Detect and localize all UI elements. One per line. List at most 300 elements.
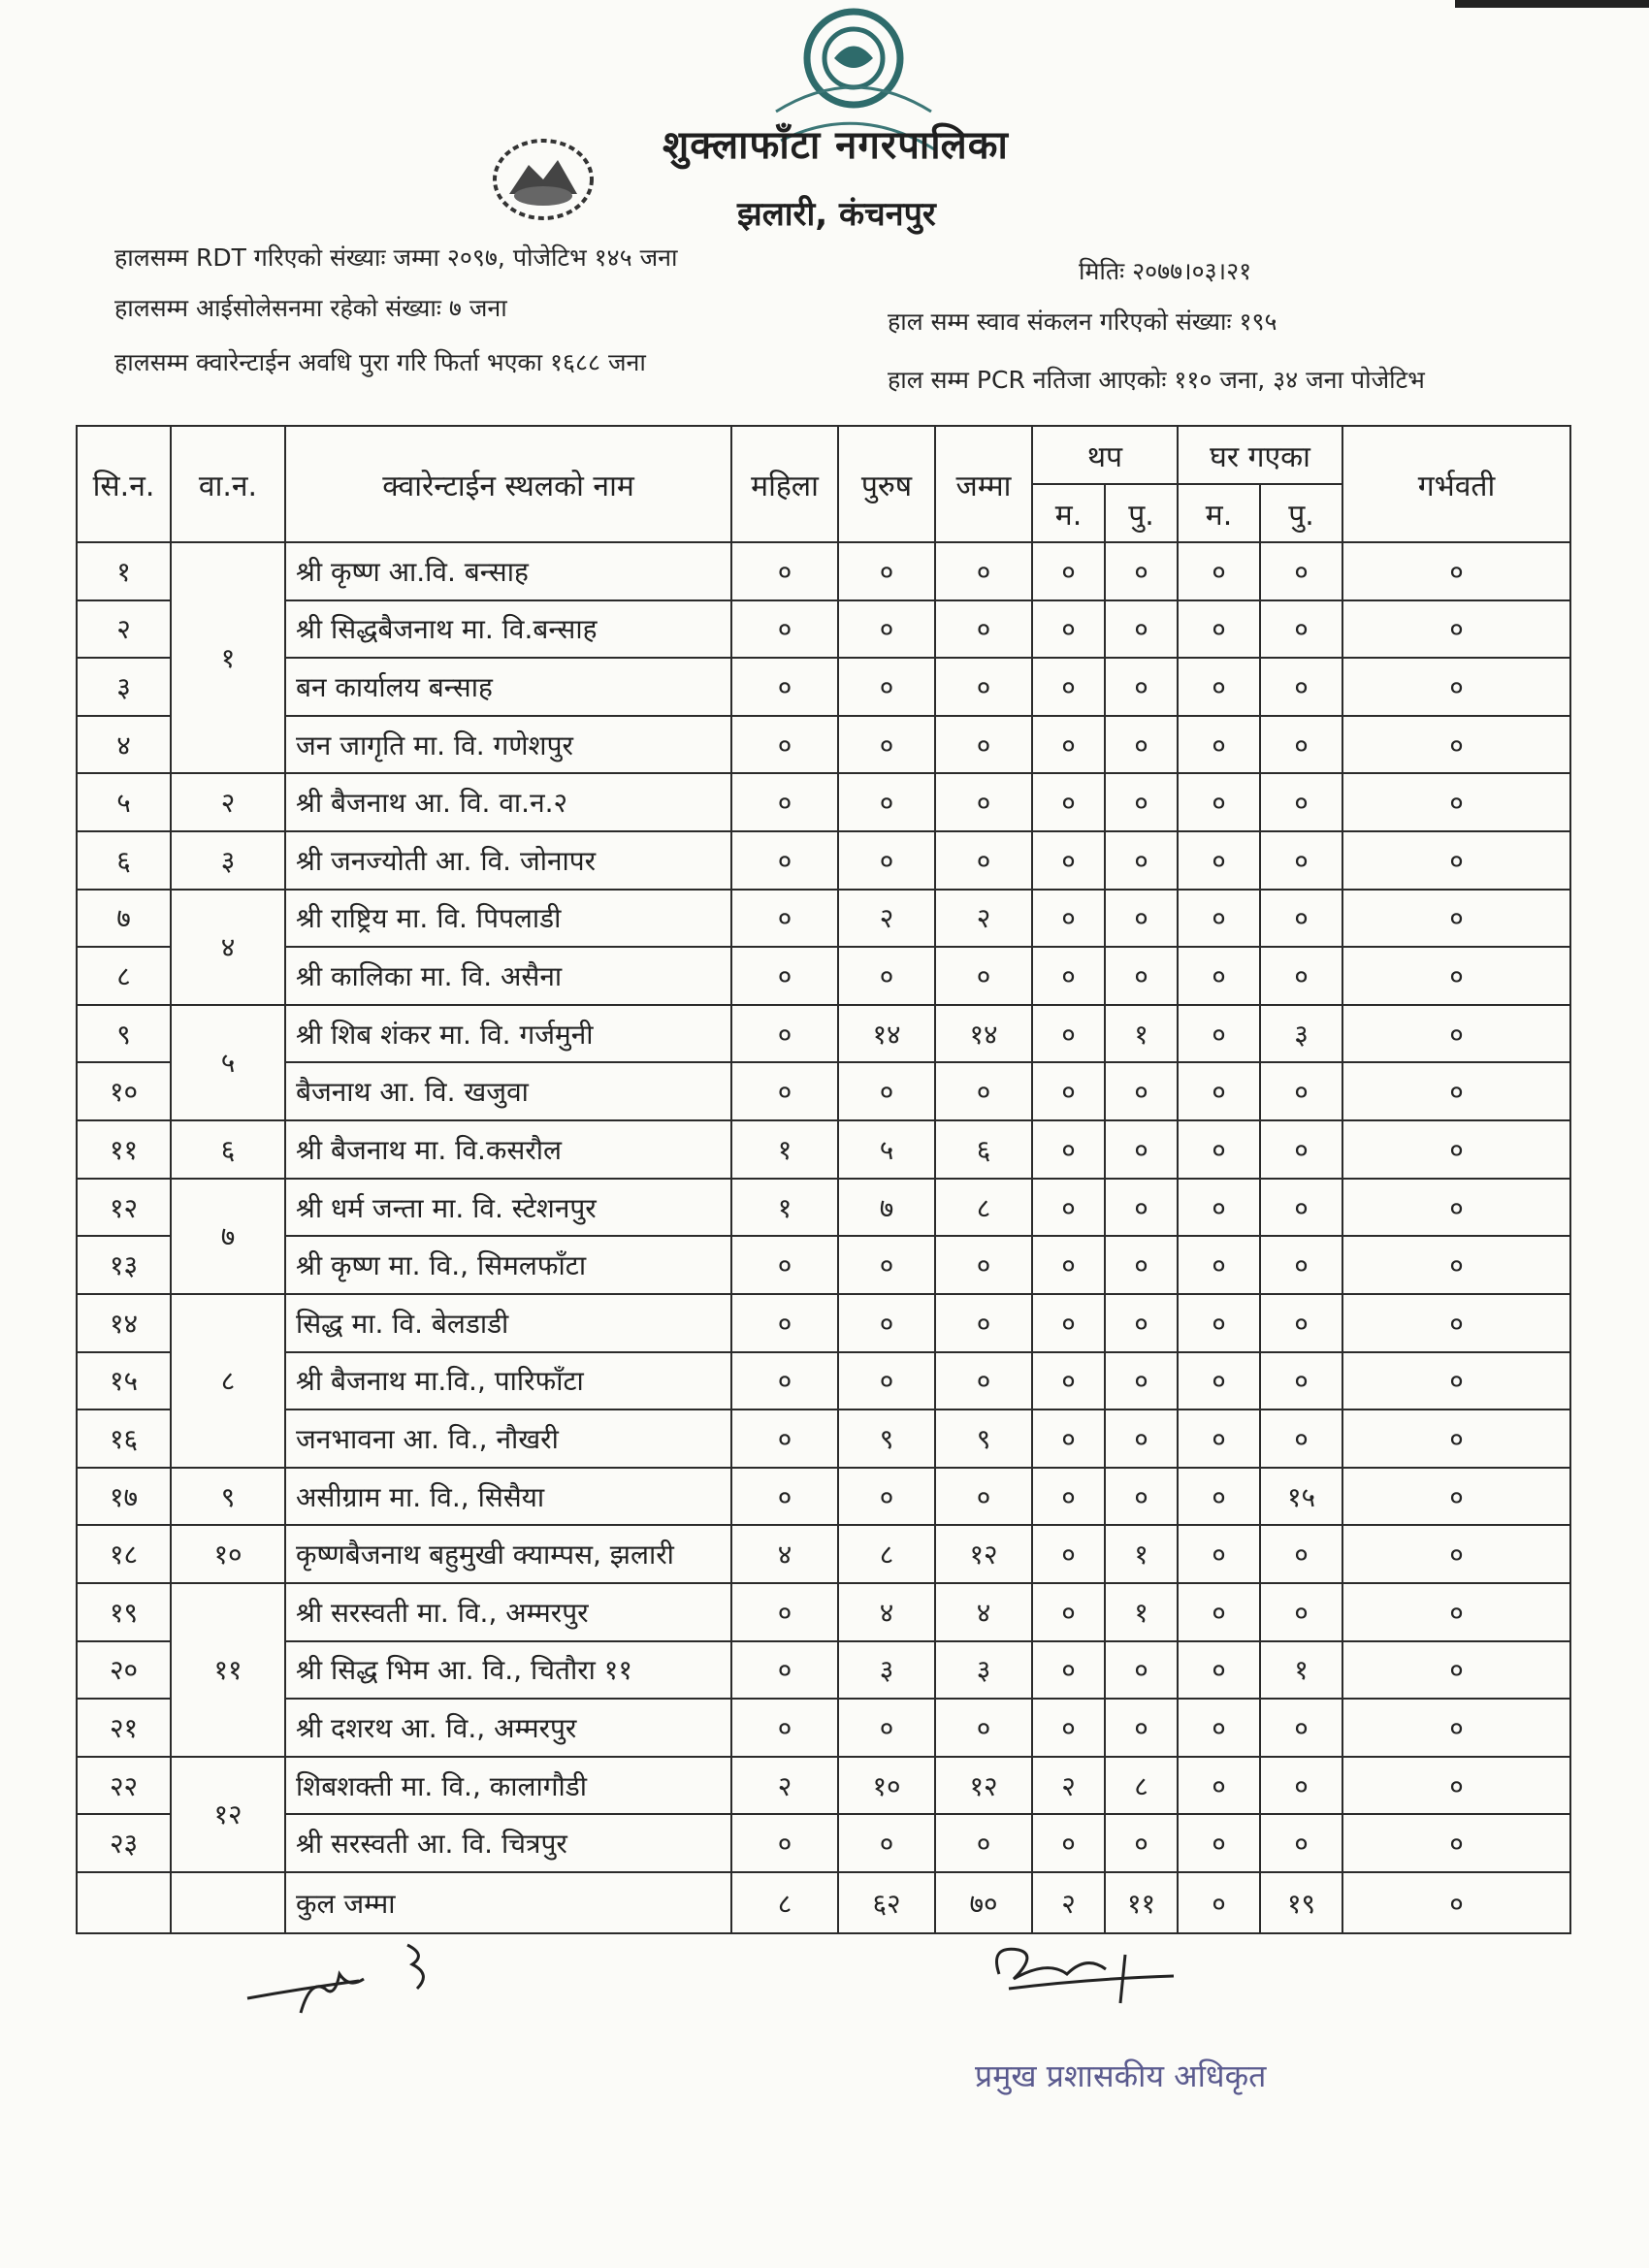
signature-right <box>980 1935 1183 2013</box>
sn-cell: ११ <box>77 1120 171 1179</box>
header-home-m: पु. <box>1260 484 1342 542</box>
total-male-cell: ६२ <box>838 1872 935 1933</box>
total-cell: ० <box>935 1236 1032 1294</box>
site-name-cell: श्री सिद्ध भिम आ. वि., चितौरा ११ <box>285 1641 731 1700</box>
total-cell: ० <box>935 1814 1032 1872</box>
home-m-cell: ० <box>1260 1294 1342 1352</box>
total-cell: ० <box>935 831 1032 890</box>
sn-cell: ३ <box>77 658 171 716</box>
added-f-cell: २ <box>1032 1757 1105 1815</box>
female-cell: ० <box>731 1468 838 1526</box>
added-m-cell: ० <box>1105 1062 1178 1120</box>
added-m-cell: ० <box>1105 1352 1178 1410</box>
female-cell: १ <box>731 1179 838 1237</box>
female-cell: ० <box>731 658 838 716</box>
home-f-cell: ० <box>1178 1699 1260 1757</box>
total-cell: ० <box>935 947 1032 1005</box>
added-f-cell: ० <box>1032 1062 1105 1120</box>
total-cell: ० <box>935 658 1032 716</box>
ward-cell: ३ <box>171 831 285 890</box>
signature-left <box>242 1930 456 2018</box>
site-name-cell: कृष्णबैजनाथ बहुमुखी क्याम्पस, झलारी <box>285 1525 731 1583</box>
pregnant-cell: ० <box>1342 1699 1570 1757</box>
home-f-cell: ० <box>1178 1179 1260 1237</box>
added-m-cell: ० <box>1105 658 1178 716</box>
sn-cell: १२ <box>77 1179 171 1237</box>
table-row <box>77 890 1570 948</box>
male-cell: ० <box>838 1236 935 1294</box>
added-f-cell: ० <box>1032 1525 1105 1583</box>
ward-cell: ८ <box>171 1294 285 1468</box>
site-name-cell: श्री कृष्ण मा. वि., सिमलफाँटा <box>285 1236 731 1294</box>
home-m-cell: १ <box>1260 1641 1342 1700</box>
pregnant-cell: ० <box>1342 1409 1570 1468</box>
sn-cell: २३ <box>77 1814 171 1872</box>
added-f-cell: ० <box>1032 1409 1105 1468</box>
added-m-cell: ० <box>1105 1294 1178 1352</box>
table-body <box>77 542 1570 1933</box>
sn-cell: ५ <box>77 773 171 831</box>
male-cell: ० <box>838 1699 935 1757</box>
male-cell: ० <box>838 773 935 831</box>
home-f-cell: ० <box>1178 1062 1260 1120</box>
home-f-cell: ० <box>1178 1005 1260 1063</box>
home-m-cell: ० <box>1260 716 1342 774</box>
sn-cell: ६ <box>77 831 171 890</box>
pregnant-cell: ० <box>1342 1062 1570 1120</box>
pcr-info: हाल सम्म PCR नतिजा आएकोः ११० जना, ३४ जना पोजेटिभ <box>888 366 1425 394</box>
added-m-cell: ० <box>1105 716 1178 774</box>
total-added-f-cell: २ <box>1032 1872 1105 1933</box>
pregnant-cell: ० <box>1342 1814 1570 1872</box>
municipality-title: शुक्लाफाँटा नगरपालिका <box>663 123 1009 168</box>
header-sn: सि.न. <box>77 426 171 542</box>
site-name-cell: असीग्राम मा. वि., सिसैया <box>285 1468 731 1526</box>
municipality-address: झलारी, कंचनपुर <box>737 195 936 234</box>
home-m-cell: ० <box>1260 1062 1342 1120</box>
home-f-cell: ० <box>1178 1757 1260 1815</box>
home-f-cell: ० <box>1178 716 1260 774</box>
home-m-cell: ० <box>1260 600 1342 659</box>
total-cell: १२ <box>935 1757 1032 1815</box>
added-m-cell: ० <box>1105 1814 1178 1872</box>
sn-cell: १३ <box>77 1236 171 1294</box>
male-cell: ० <box>838 1062 935 1120</box>
male-cell: ० <box>838 1294 935 1352</box>
male-cell: ० <box>838 947 935 1005</box>
total-cell: ६ <box>935 1120 1032 1179</box>
sn-cell: १० <box>77 1062 171 1120</box>
added-m-cell: ० <box>1105 1468 1178 1526</box>
table-row <box>77 773 1570 831</box>
added-m-cell: ० <box>1105 1236 1178 1294</box>
home-f-cell: ० <box>1178 1468 1260 1526</box>
site-name-cell: श्री बैजनाथ आ. वि. वा.न.२ <box>285 773 731 831</box>
site-name-cell: श्री दशरथ आ. वि., अम्मरपुर <box>285 1699 731 1757</box>
female-cell: ० <box>731 1294 838 1352</box>
home-m-cell: ० <box>1260 831 1342 890</box>
table-row <box>77 1005 1570 1063</box>
total-empty-sn <box>77 1872 171 1933</box>
home-m-cell: ० <box>1260 1583 1342 1641</box>
ward-cell: ९ <box>171 1468 285 1526</box>
ward-cell: ५ <box>171 1005 285 1120</box>
male-cell: ९ <box>838 1409 935 1468</box>
date-info: मितिः २०७७।०३।२१ <box>1079 257 1252 285</box>
sn-cell: १६ <box>77 1409 171 1468</box>
home-m-cell: ० <box>1260 1179 1342 1237</box>
table-row <box>77 716 1570 774</box>
added-m-cell: ० <box>1105 890 1178 948</box>
total-total-cell: ७० <box>935 1872 1032 1933</box>
ward-cell: १० <box>171 1525 285 1583</box>
header-total: जम्मा <box>935 426 1032 542</box>
added-m-cell: ० <box>1105 1120 1178 1179</box>
ward-cell: ११ <box>171 1583 285 1757</box>
home-m-cell: ० <box>1260 1409 1342 1468</box>
site-name-cell: शिबशक्ती मा. वि., कालागौडी <box>285 1757 731 1815</box>
total-empty-ward <box>171 1872 285 1933</box>
total-female-cell: ८ <box>731 1872 838 1933</box>
pregnant-cell: ० <box>1342 1757 1570 1815</box>
home-m-cell: ० <box>1260 947 1342 1005</box>
table-row <box>77 831 1570 890</box>
added-f-cell: ० <box>1032 1120 1105 1179</box>
added-f-cell: ० <box>1032 658 1105 716</box>
ward-cell: ७ <box>171 1179 285 1294</box>
site-name-cell: श्री कालिका मा. वि. असैना <box>285 947 731 1005</box>
added-m-cell: ० <box>1105 773 1178 831</box>
home-f-cell: ० <box>1178 831 1260 890</box>
male-cell: ७ <box>838 1179 935 1237</box>
sn-cell: २ <box>77 600 171 659</box>
pregnant-cell: ० <box>1342 1236 1570 1294</box>
pregnant-cell: ० <box>1342 1352 1570 1410</box>
site-name-cell: श्री सरस्वती मा. वि., अम्मरपुर <box>285 1583 731 1641</box>
total-home-f-cell: ० <box>1178 1872 1260 1933</box>
added-m-cell: १ <box>1105 1005 1178 1063</box>
male-cell: ० <box>838 658 935 716</box>
female-cell: ० <box>731 600 838 659</box>
total-cell: ० <box>935 1468 1032 1526</box>
total-cell: ४ <box>935 1583 1032 1641</box>
pregnant-cell: ० <box>1342 1525 1570 1583</box>
total-cell: १२ <box>935 1525 1032 1583</box>
male-cell: ० <box>838 542 935 600</box>
female-cell: ० <box>731 1814 838 1872</box>
swab-info: हाल सम्म स्वाव संकलन गरिएको संख्याः १९५ <box>888 308 1277 336</box>
total-cell: ० <box>935 1699 1032 1757</box>
table-row <box>77 1757 1570 1815</box>
total-cell: २ <box>935 890 1032 948</box>
added-m-cell: ० <box>1105 600 1178 659</box>
site-name-cell: बन कार्यालय बन्साह <box>285 658 731 716</box>
female-cell: ० <box>731 1005 838 1063</box>
pregnant-cell: ० <box>1342 831 1570 890</box>
table-row <box>77 600 1570 659</box>
sn-cell: ९ <box>77 1005 171 1063</box>
added-m-cell: १ <box>1105 1525 1178 1583</box>
table-row <box>77 1120 1570 1179</box>
table-row <box>77 1062 1570 1120</box>
header-added-m: पु. <box>1105 484 1178 542</box>
female-cell: ० <box>731 542 838 600</box>
table-row <box>77 1699 1570 1757</box>
total-cell: ३ <box>935 1641 1032 1700</box>
female-cell: ० <box>731 1409 838 1468</box>
table-row <box>77 1583 1570 1641</box>
table-row <box>77 1236 1570 1294</box>
table-row <box>77 1525 1570 1583</box>
home-f-cell: ० <box>1178 1814 1260 1872</box>
pregnant-cell: ० <box>1342 542 1570 600</box>
site-name-cell: श्री जनज्योती आ. वि. जोनापर <box>285 831 731 890</box>
added-m-cell: १ <box>1105 1583 1178 1641</box>
male-cell: २ <box>838 890 935 948</box>
total-cell: ८ <box>935 1179 1032 1237</box>
female-cell: ० <box>731 947 838 1005</box>
header-home-f: म. <box>1178 484 1260 542</box>
added-f-cell: ० <box>1032 1583 1105 1641</box>
site-name-cell: जन जागृति मा. वि. गणेशपुर <box>285 716 731 774</box>
home-f-cell: ० <box>1178 542 1260 600</box>
added-m-cell: ० <box>1105 831 1178 890</box>
female-cell: ० <box>731 1352 838 1410</box>
home-f-cell: ० <box>1178 1294 1260 1352</box>
site-name-cell: श्री राष्ट्रिय मा. वि. पिपलाडी <box>285 890 731 948</box>
home-m-cell: ० <box>1260 1352 1342 1410</box>
home-f-cell: ० <box>1178 947 1260 1005</box>
male-cell: ४ <box>838 1583 935 1641</box>
male-cell: ३ <box>838 1641 935 1700</box>
home-m-cell: ३ <box>1260 1005 1342 1063</box>
total-cell: ० <box>935 600 1032 659</box>
added-f-cell: ० <box>1032 1641 1105 1700</box>
total-cell: ० <box>935 1062 1032 1120</box>
sn-cell: ४ <box>77 716 171 774</box>
header-went-home: घर गएका <box>1178 426 1342 484</box>
total-cell: ० <box>935 716 1032 774</box>
added-m-cell: ० <box>1105 1641 1178 1700</box>
added-m-cell: ८ <box>1105 1757 1178 1815</box>
sn-cell: २१ <box>77 1699 171 1757</box>
added-f-cell: ० <box>1032 1814 1105 1872</box>
quarantine-table <box>76 425 1571 1934</box>
female-cell: ० <box>731 773 838 831</box>
added-f-cell: ० <box>1032 1699 1105 1757</box>
ward-cell: १२ <box>171 1757 285 1872</box>
female-cell: ४ <box>731 1525 838 1583</box>
pregnant-cell: ० <box>1342 1583 1570 1641</box>
pregnant-cell: ० <box>1342 773 1570 831</box>
ward-cell: ६ <box>171 1120 285 1179</box>
male-cell: ० <box>838 716 935 774</box>
added-f-cell: ० <box>1032 1236 1105 1294</box>
home-m-cell: ० <box>1260 1814 1342 1872</box>
added-m-cell: ० <box>1105 1699 1178 1757</box>
home-f-cell: ० <box>1178 1236 1260 1294</box>
home-f-cell: ० <box>1178 1409 1260 1468</box>
home-m-cell: ० <box>1260 773 1342 831</box>
home-f-cell: ० <box>1178 1120 1260 1179</box>
isolation-info: हालसम्म आईसोलेसनमा रहेको संख्याः ७ जना <box>114 294 507 322</box>
pregnant-cell: ० <box>1342 658 1570 716</box>
female-cell: १ <box>731 1120 838 1179</box>
pregnant-cell: ० <box>1342 600 1570 659</box>
home-f-cell: ० <box>1178 1525 1260 1583</box>
pregnant-cell: ० <box>1342 890 1570 948</box>
total-cell: ० <box>935 1294 1032 1352</box>
site-name-cell: श्री बैजनाथ मा. वि.कसरौल <box>285 1120 731 1179</box>
header-name: क्वारेन्टाईन स्थलको नाम <box>285 426 731 542</box>
table-row <box>77 1352 1570 1410</box>
added-f-cell: ० <box>1032 1005 1105 1063</box>
sn-cell: १४ <box>77 1294 171 1352</box>
total-cell: १४ <box>935 1005 1032 1063</box>
pregnant-cell: ० <box>1342 1005 1570 1063</box>
header-male: पुरुष <box>838 426 935 542</box>
header-added-f: म. <box>1032 484 1105 542</box>
added-f-cell: ० <box>1032 542 1105 600</box>
pregnant-cell: ० <box>1342 716 1570 774</box>
female-cell: ० <box>731 1699 838 1757</box>
header-female: महिला <box>731 426 838 542</box>
home-m-cell: ० <box>1260 1525 1342 1583</box>
male-cell: ० <box>838 1468 935 1526</box>
female-cell: ० <box>731 1236 838 1294</box>
added-m-cell: ० <box>1105 1179 1178 1237</box>
added-f-cell: ० <box>1032 1352 1105 1410</box>
site-name-cell: श्री शिब शंकर मा. वि. गर्जमुनी <box>285 1005 731 1063</box>
total-cell: ० <box>935 773 1032 831</box>
home-m-cell: ० <box>1260 658 1342 716</box>
pregnant-cell: ० <box>1342 947 1570 1005</box>
home-m-cell: ० <box>1260 890 1342 948</box>
home-f-cell: ० <box>1178 600 1260 659</box>
added-f-cell: ० <box>1032 1179 1105 1237</box>
ward-cell: १ <box>171 542 285 773</box>
sn-cell: ८ <box>77 947 171 1005</box>
female-cell: ० <box>731 716 838 774</box>
site-name-cell: श्री सरस्वती आ. वि. चित्रपुर <box>285 1814 731 1872</box>
site-name-cell: श्री धर्म जन्ता मा. वि. स्टेशनपुर <box>285 1179 731 1237</box>
header-pregnant: गर्भवती <box>1342 426 1570 542</box>
added-f-cell: ० <box>1032 716 1105 774</box>
home-f-cell: ० <box>1178 773 1260 831</box>
sn-cell: १८ <box>77 1525 171 1583</box>
sn-cell: २२ <box>77 1757 171 1815</box>
pregnant-cell: ० <box>1342 1120 1570 1179</box>
male-cell: १० <box>838 1757 935 1815</box>
added-m-cell: ० <box>1105 947 1178 1005</box>
sn-cell: १९ <box>77 1583 171 1641</box>
male-cell: ८ <box>838 1525 935 1583</box>
quarantine-info: हालसम्म क्वारेन्टाईन अवधि पुरा गरि फिर्ता भएका १६८८ जना <box>114 348 646 376</box>
site-name-cell: श्री सिद्धबैजनाथ मा. वि.बन्साह <box>285 600 731 659</box>
female-cell: ० <box>731 1583 838 1641</box>
female-cell: ० <box>731 831 838 890</box>
added-f-cell: ० <box>1032 890 1105 948</box>
ward-cell: २ <box>171 773 285 831</box>
home-m-cell: ० <box>1260 542 1342 600</box>
home-f-cell: ० <box>1178 890 1260 948</box>
table-row <box>77 1179 1570 1237</box>
home-f-cell: ० <box>1178 1641 1260 1700</box>
total-home-m-cell: १९ <box>1260 1872 1342 1933</box>
home-f-cell: ० <box>1178 658 1260 716</box>
added-f-cell: ० <box>1032 600 1105 659</box>
header-ward: वा.न. <box>171 426 285 542</box>
total-row <box>77 1872 1570 1933</box>
male-cell: १४ <box>838 1005 935 1063</box>
table-row <box>77 1409 1570 1468</box>
table-row <box>77 1294 1570 1352</box>
sn-cell: १७ <box>77 1468 171 1526</box>
male-cell: ५ <box>838 1120 935 1179</box>
table-row <box>77 947 1570 1005</box>
total-cell: ० <box>935 542 1032 600</box>
pregnant-cell: ० <box>1342 1294 1570 1352</box>
male-cell: ० <box>838 600 935 659</box>
male-cell: ० <box>838 1814 935 1872</box>
site-name-cell: बैजनाथ आ. वि. खजुवा <box>285 1062 731 1120</box>
site-name-cell: श्री बैजनाथ मा.वि., पारिफाँटा <box>285 1352 731 1410</box>
total-pregnant-cell: ० <box>1342 1872 1570 1933</box>
added-m-cell: ० <box>1105 1409 1178 1468</box>
female-cell: ० <box>731 1641 838 1700</box>
added-f-cell: ० <box>1032 831 1105 890</box>
scan-edge-line <box>1455 0 1649 8</box>
sn-cell: १५ <box>77 1352 171 1410</box>
home-m-cell: १५ <box>1260 1468 1342 1526</box>
total-added-m-cell: ११ <box>1105 1872 1178 1933</box>
table-row <box>77 658 1570 716</box>
added-f-cell: ० <box>1032 1468 1105 1526</box>
site-name-cell: श्री कृष्ण आ.वि. बन्साह <box>285 542 731 600</box>
home-f-cell: ० <box>1178 1583 1260 1641</box>
pregnant-cell: ० <box>1342 1468 1570 1526</box>
home-m-cell: ० <box>1260 1757 1342 1815</box>
male-cell: ० <box>838 1352 935 1410</box>
added-f-cell: ० <box>1032 947 1105 1005</box>
added-f-cell: ० <box>1032 773 1105 831</box>
added-m-cell: ० <box>1105 542 1178 600</box>
home-m-cell: ० <box>1260 1699 1342 1757</box>
sn-cell: १ <box>77 542 171 600</box>
rdt-info: हालसम्म RDT गरिएको संख्याः जम्मा २०९७, पोजेटिभ १४५ जना <box>114 243 678 272</box>
female-cell: ० <box>731 1062 838 1120</box>
table-row <box>77 1468 1570 1526</box>
total-cell: ९ <box>935 1409 1032 1468</box>
total-cell: ० <box>935 1352 1032 1410</box>
table-row <box>77 1641 1570 1700</box>
site-name-cell: जनभावना आ. वि., नौखरी <box>285 1409 731 1468</box>
home-f-cell: ० <box>1178 1352 1260 1410</box>
home-m-cell: ० <box>1260 1120 1342 1179</box>
pregnant-cell: ० <box>1342 1641 1570 1700</box>
table-row <box>77 1814 1570 1872</box>
added-f-cell: ० <box>1032 1294 1105 1352</box>
sn-cell: ७ <box>77 890 171 948</box>
table-row <box>77 542 1570 600</box>
female-cell: २ <box>731 1757 838 1815</box>
home-m-cell: ० <box>1260 1236 1342 1294</box>
sn-cell: २० <box>77 1641 171 1700</box>
header-added: थप <box>1032 426 1178 484</box>
site-name-cell: सिद्ध मा. वि. बेलडाडी <box>285 1294 731 1352</box>
female-cell: ० <box>731 890 838 948</box>
designation-label: प्रमुख प्रशासकीय अधिकृत <box>975 2057 1267 2094</box>
